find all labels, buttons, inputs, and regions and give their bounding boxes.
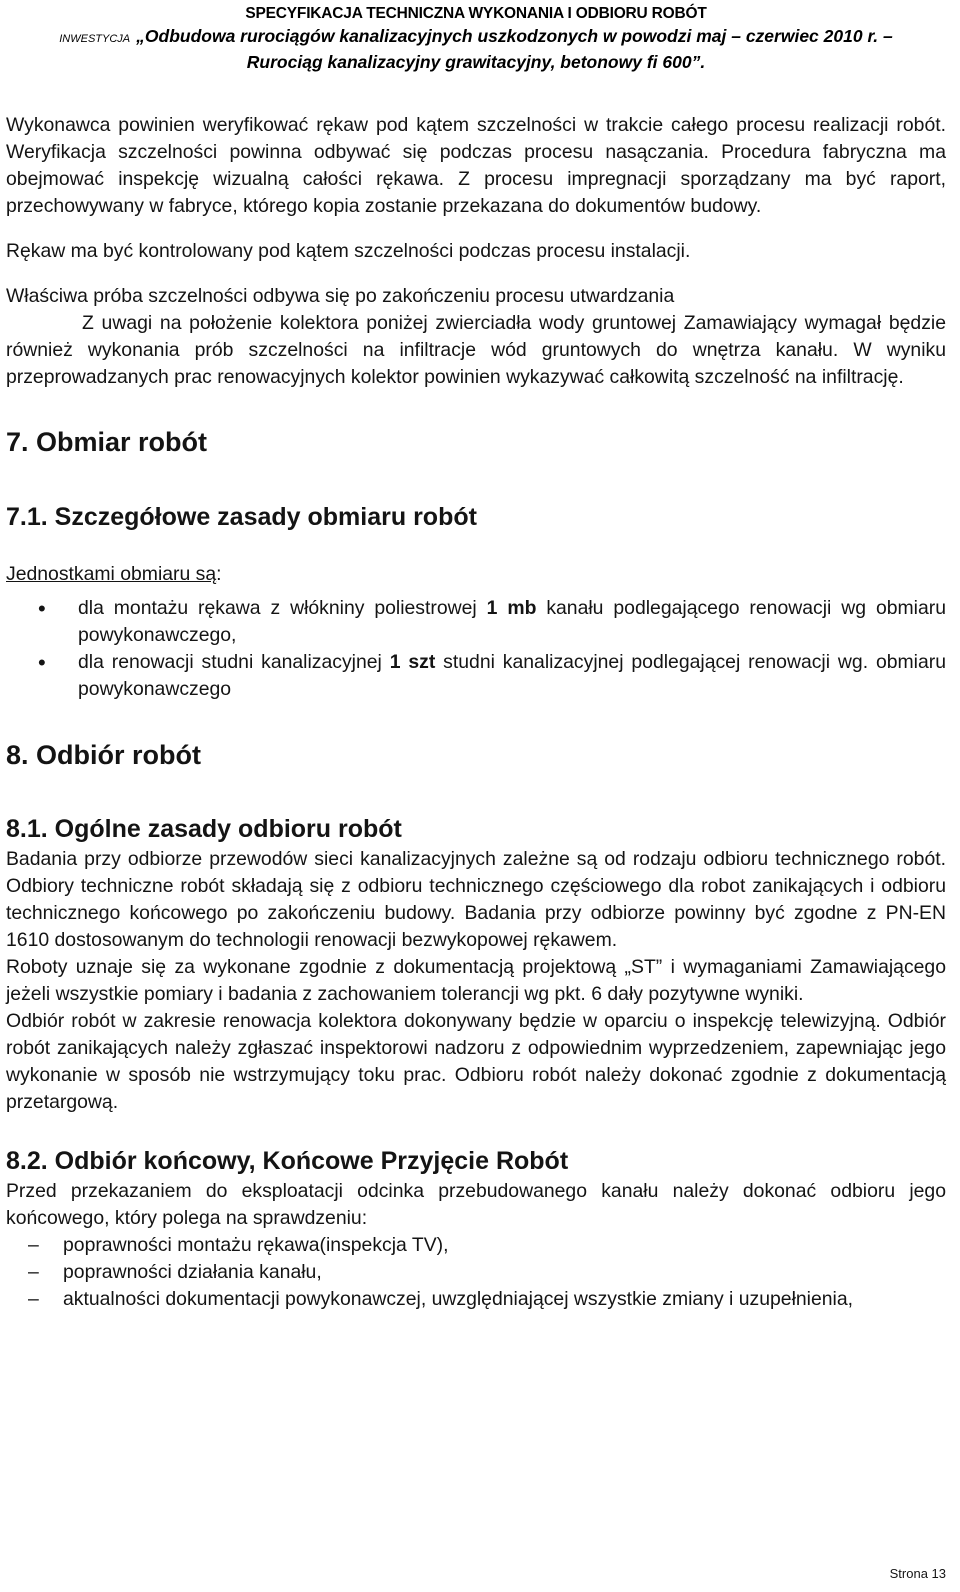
page-number: Strona 13 xyxy=(889,1566,946,1581)
page-header xyxy=(6,0,946,74)
paragraph-installation-control: Rękaw ma być kontrolowany pod kątem szczelności podczas procesu instalacji. xyxy=(6,240,691,262)
list-item-unit: 1 szt xyxy=(389,651,436,673)
document-body xyxy=(6,112,946,1313)
list-item-unit: 1 mb xyxy=(486,597,537,619)
list-item xyxy=(6,595,946,649)
bullet-icon: • xyxy=(38,650,46,675)
section-heading-8-2: 8.2. Odbiór końcowy, Końcowe Przyjęcie Robót xyxy=(6,1147,569,1175)
list-item-text: dla montażu rękawa z włókniny poliestrowej xyxy=(78,597,487,619)
paragraph-acceptance-tests: Badania przy odbiorze przewodów sieci kanalizacyjnych zależne są od rodzaju odbioru technicznego robót. Odbiory techniczne robót składają się z odbioru technicznego częściowego dla robot zanikających i odbioru technicznego końcowego po zakończeniu budowy. Badania przy odbiorze powinny być zgodne z PN-EN 1610 dostosowanym do technologii renowacji bezwykopowej rękawem. xyxy=(6,848,946,951)
paragraph-leak-verification: Wykonawca powinien weryfikować rękaw pod kątem szczelności w trakcie całego procesu realizacji robót. Weryfikacja szczelności powinna odbywać się podczas procesu nasączania. Procedura fabryczna ma obejmować inspekcję wizualną całości rękawa. Z procesu impregnacji sporządzany ma być raport, przechowywany w fabryce, którego kopia zostanie przekazana do dokumentów budowy. xyxy=(6,114,946,217)
bullet-icon: • xyxy=(38,596,46,621)
section-heading-8-1: 8.1. Ogólne zasady odbioru robót xyxy=(6,815,402,843)
list-item xyxy=(6,649,946,703)
paragraph-final-acceptance: Przed przekazaniem do eksploatacji odcinka przebudowanego kanału należy dokonać odbioru jego końcowego, który polega na sprawdzeniu: xyxy=(6,1180,946,1229)
list-item xyxy=(6,1286,946,1313)
paragraph-tv-inspection: Odbiór robót w zakresie renowacja kolektora dokonywany będzie w oparciu o inspekcję telewizyjną. Odbiór robót zanikających należy zgłaszać inspektorowi nadzoru z odpowiednim wyprzedzeniem, zapewniając jego wykonanie w sposób nie wstrzymujący toku prac. Odbioru robót należy dokonać zgodnie z dokumentacją przetargową. xyxy=(6,1010,946,1113)
list-item xyxy=(6,1259,946,1286)
section-heading-8: 8. Odbiór robót xyxy=(6,740,201,770)
header-investment-subtitle: Rurociąg kanalizacyjny grawitacyjny, betonowy fi 600”. xyxy=(246,52,706,72)
dash-icon: – xyxy=(28,1288,39,1310)
list-item xyxy=(6,1232,946,1259)
header-investment-label: INWESTYCJA xyxy=(59,33,131,45)
header-investment-line xyxy=(6,25,946,51)
paragraph-infiltration: Z uwagi na położenie kolektora poniżej zwierciadła wody gruntowej Zamawiający wymagał będzie również wykonania prób szczelności na infiltracje wód gruntowych do wnętrza kanału. W wyniku przeprowadzanych prac renowacyjnych kolektor powinien wykazywać całkowitą szczelność na infiltrację. xyxy=(6,312,946,388)
list-item-text-end: studni kanalizacyjnej podlegającej renowacji wg. obmiaru powykonawczego xyxy=(78,651,946,700)
list-item-text: poprawności montażu rękawa(inspekcja TV), xyxy=(63,1234,449,1256)
units-colon: : xyxy=(216,563,222,585)
units-label: Jednostkami obmiaru są xyxy=(6,563,217,585)
dash-icon: – xyxy=(28,1234,39,1256)
paragraph-proper-test: Właściwa próba szczelności odbywa się po zakończeniu procesu utwardzania xyxy=(6,285,675,307)
dash-icon: – xyxy=(28,1261,39,1283)
header-investment-title: „Odbudowa rurociągów kanalizacyjnych uszkodzonych w powodzi maj – czerwiec 2010 r. – xyxy=(136,26,893,46)
section-heading-7: 7. Obmiar robót xyxy=(6,427,208,457)
list-item-text: aktualności dokumentacji powykonawczej, uwzględniającej wszystkie zmiany i uzupełnienia, xyxy=(63,1288,854,1310)
units-intro xyxy=(6,561,946,588)
units-list xyxy=(6,595,946,703)
final-checks-list xyxy=(6,1232,946,1313)
section-heading-7-1: 7.1. Szczegółowe zasady obmiaru robót xyxy=(6,503,477,531)
list-item-text: poprawności działania kanału, xyxy=(63,1261,322,1283)
paragraph-works-completed: Roboty uznaje się za wykonane zgodnie z dokumentacją projektową „ST” i wymaganiami Zamawiającego jeżeli wszystkie pomiary i badania z zachowaniem tolerancji wg pkt. 6 dały pozytywne wyniki. xyxy=(6,956,946,1005)
header-title: SPECYFIKACJA TECHNICZNA WYKONANIA I ODBIORU ROBÓT xyxy=(245,5,707,22)
list-item-text: dla renowacji studni kanalizacyjnej xyxy=(78,651,390,673)
list-item-text-end: kanału podlegającego renowacji wg obmiaru powykonawczego, xyxy=(78,597,946,646)
